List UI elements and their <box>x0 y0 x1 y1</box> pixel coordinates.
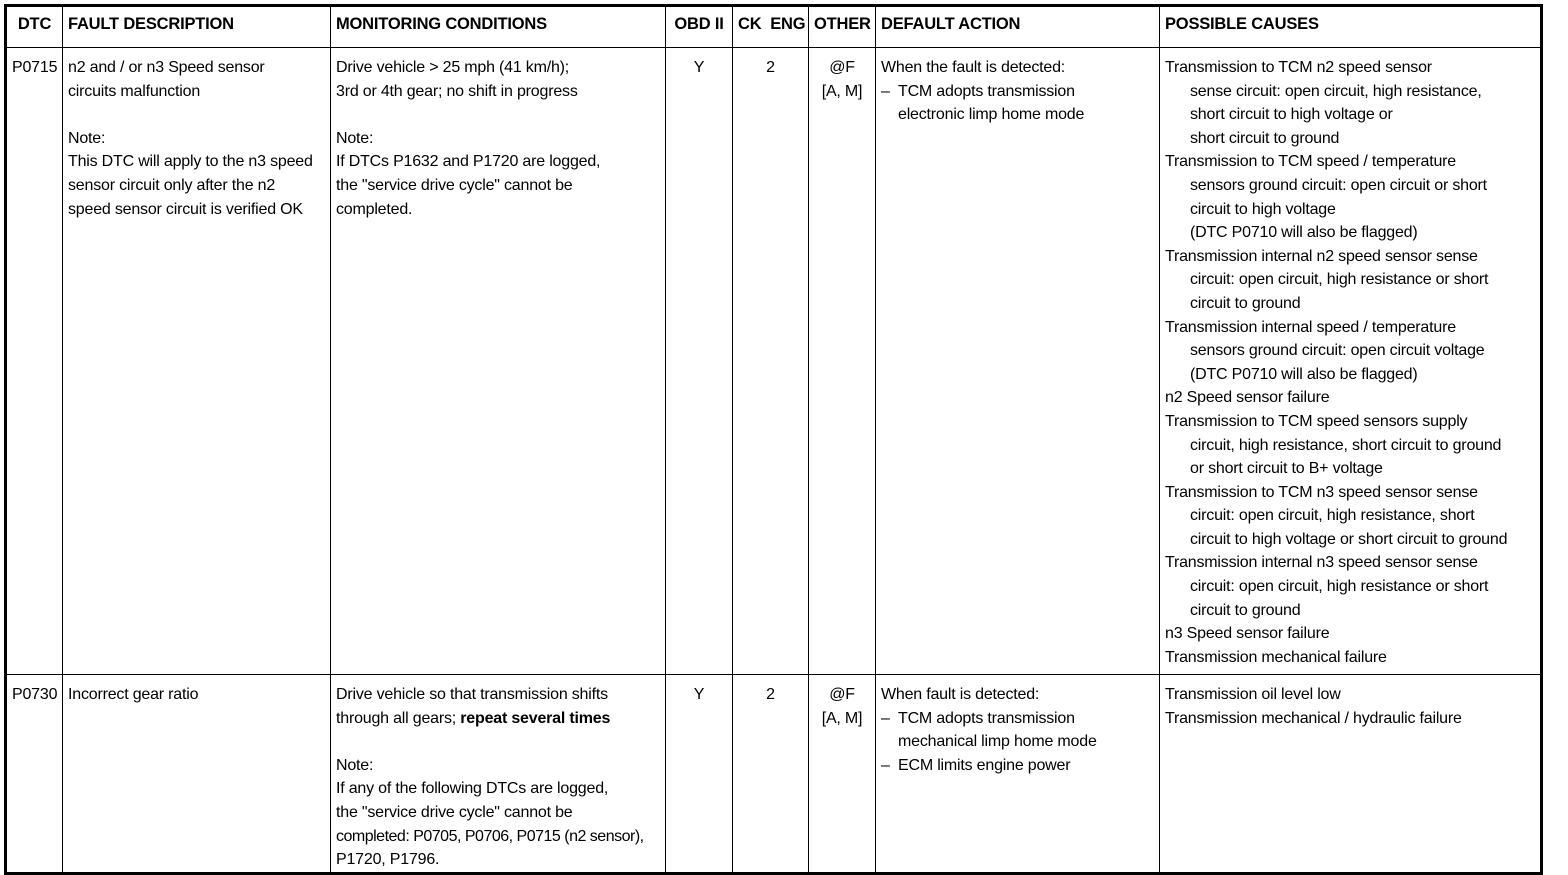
other-value <box>809 48 876 675</box>
table-row <box>6 48 1542 675</box>
cause-line: Transmission internal n2 speed sensor sense <box>1165 247 1478 265</box>
note-line: sensor circuit only after the n2 <box>68 176 276 194</box>
header-obd-ii: OBD II <box>666 6 733 48</box>
other-line: @F <box>829 59 855 76</box>
fault-line: circuits malfunction <box>68 82 201 100</box>
cause-line: Transmission to TCM n2 speed sensor <box>1165 59 1432 76</box>
action-bullet-text: TCM adopts transmission <box>898 82 1075 100</box>
dash-glyph: – <box>881 756 890 774</box>
note-label: Note: <box>336 129 374 147</box>
header-default-action: DEFAULT ACTION <box>876 6 1160 48</box>
cause-line: circuit to ground <box>1190 294 1301 312</box>
dtc-code: P0730 <box>6 675 63 874</box>
cause-line: Transmission to TCM n3 speed sensor sense <box>1165 483 1478 501</box>
fault-description <box>63 675 331 874</box>
cause-line: n3 Speed sensor failure <box>1165 625 1330 643</box>
ck-eng-value: 2 <box>733 675 809 874</box>
obd-ii-value: Y <box>666 675 733 874</box>
cause-line: circuit to high voltage or short circuit to ground <box>1190 530 1508 548</box>
header-row <box>6 6 1542 48</box>
cause-line: or short circuit to B+ voltage <box>1190 460 1383 478</box>
cause-line: circuit: open circuit, high resistance or short <box>1190 578 1489 596</box>
fault-line: n2 and / or n3 Speed sensor <box>68 59 265 76</box>
header-possible-causes: POSSIBLE CAUSES <box>1160 6 1542 48</box>
cause-line: (DTC P0710 will also be flagged) <box>1190 365 1418 383</box>
default-action <box>876 48 1160 675</box>
note-line: speed sensor circuit is verified OK <box>68 200 303 218</box>
cause-line: Transmission mechanical failure <box>1165 648 1387 666</box>
cause-line: short circuit to high voltage or <box>1190 106 1393 124</box>
fault-description <box>63 48 331 675</box>
monitoring-emphasis: repeat several times <box>460 709 611 727</box>
action-bullet-text: ECM limits engine power <box>898 756 1071 774</box>
note-line: If DTCs P1632 and P1720 are logged, <box>336 153 601 171</box>
monitoring-conditions <box>331 48 666 675</box>
monitoring-line <box>336 707 660 731</box>
note-label: Note: <box>68 129 106 147</box>
dash-glyph: – <box>881 82 890 100</box>
table-row <box>6 675 1542 874</box>
cause-line: Transmission to TCM speed / temperature <box>1165 153 1456 171</box>
action-line: When fault is detected: <box>881 686 1040 703</box>
note-line: P1720, P1796. <box>336 851 440 869</box>
default-action <box>876 675 1160 874</box>
other-line: [A, M] <box>821 709 863 727</box>
monitoring-conditions <box>331 675 666 874</box>
monitoring-text: through all gears; <box>336 709 461 727</box>
note-line: If any of the following DTCs are logged, <box>336 780 609 798</box>
header-monitoring-conditions: MONITORING CONDITIONS <box>331 6 666 48</box>
cause-line: n2 Speed sensor failure <box>1165 389 1330 407</box>
action-bullet <box>881 754 1154 778</box>
header-dtc: DTC <box>6 6 63 48</box>
action-bullet <box>881 80 1154 104</box>
other-line: [A, M] <box>821 82 863 100</box>
note-line: This DTC will apply to the n3 speed <box>68 153 313 171</box>
note-line: completed: P0705, P0706, P0715 (n2 sensor), <box>336 827 644 845</box>
cause-line: Transmission mechanical / hydraulic failure <box>1165 709 1462 727</box>
dtc-code: P0715 <box>6 48 63 675</box>
cause-line: sense circuit: open circuit, high resistance, <box>1190 82 1482 100</box>
fault-line: Incorrect gear ratio <box>68 686 199 703</box>
other-value <box>809 675 876 874</box>
action-bullet-continuation: electronic limp home mode <box>898 106 1085 124</box>
cause-line: sensors ground circuit: open circuit or short <box>1190 176 1487 194</box>
cause-line: circuit: open circuit, high resistance, short <box>1190 507 1475 525</box>
action-line: When the fault is detected: <box>881 59 1066 76</box>
monitoring-line: 3rd or 4th gear; no shift in progress <box>336 82 578 100</box>
page <box>4 4 1543 875</box>
other-line: @F <box>829 686 855 703</box>
cause-line: Transmission internal speed / temperature <box>1165 318 1456 336</box>
header-other: OTHER <box>809 6 876 48</box>
note-line: the "service drive cycle" cannot be <box>336 803 573 821</box>
cause-line: Transmission oil level low <box>1165 686 1341 703</box>
cause-line: Transmission to TCM speed sensors supply <box>1165 412 1468 430</box>
ck-eng-value: 2 <box>733 48 809 675</box>
possible-causes <box>1160 48 1542 675</box>
obd-ii-value: Y <box>666 48 733 675</box>
cause-line: circuit to high voltage <box>1190 200 1336 218</box>
action-bullet-continuation: mechanical limp home mode <box>898 733 1097 751</box>
note-line: completed. <box>336 200 413 218</box>
dash-glyph: – <box>881 709 890 727</box>
note-line: the "service drive cycle" cannot be <box>336 176 573 194</box>
header-fault-description: FAULT DESCRIPTION <box>63 6 331 48</box>
note-label: Note: <box>336 756 374 774</box>
cause-line: Transmission internal n3 speed sensor sense <box>1165 554 1478 572</box>
cause-line: sensors ground circuit: open circuit voltage <box>1190 342 1485 360</box>
cause-line: circuit, high resistance, short circuit to ground <box>1190 436 1502 454</box>
header-ck-eng: CK ENG <box>733 6 809 48</box>
action-bullet <box>881 707 1154 731</box>
dtc-table <box>4 4 1543 875</box>
cause-line: short circuit to ground <box>1190 129 1340 147</box>
cause-line: (DTC P0710 will also be flagged) <box>1190 224 1418 242</box>
monitoring-line: Drive vehicle so that transmission shifts <box>336 686 608 703</box>
monitoring-line: Drive vehicle > 25 mph (41 km/h); <box>336 59 570 76</box>
cause-line: circuit: open circuit, high resistance or short <box>1190 271 1489 289</box>
possible-causes <box>1160 675 1542 874</box>
cause-line: circuit to ground <box>1190 601 1301 619</box>
action-bullet-text: TCM adopts transmission <box>898 709 1075 727</box>
